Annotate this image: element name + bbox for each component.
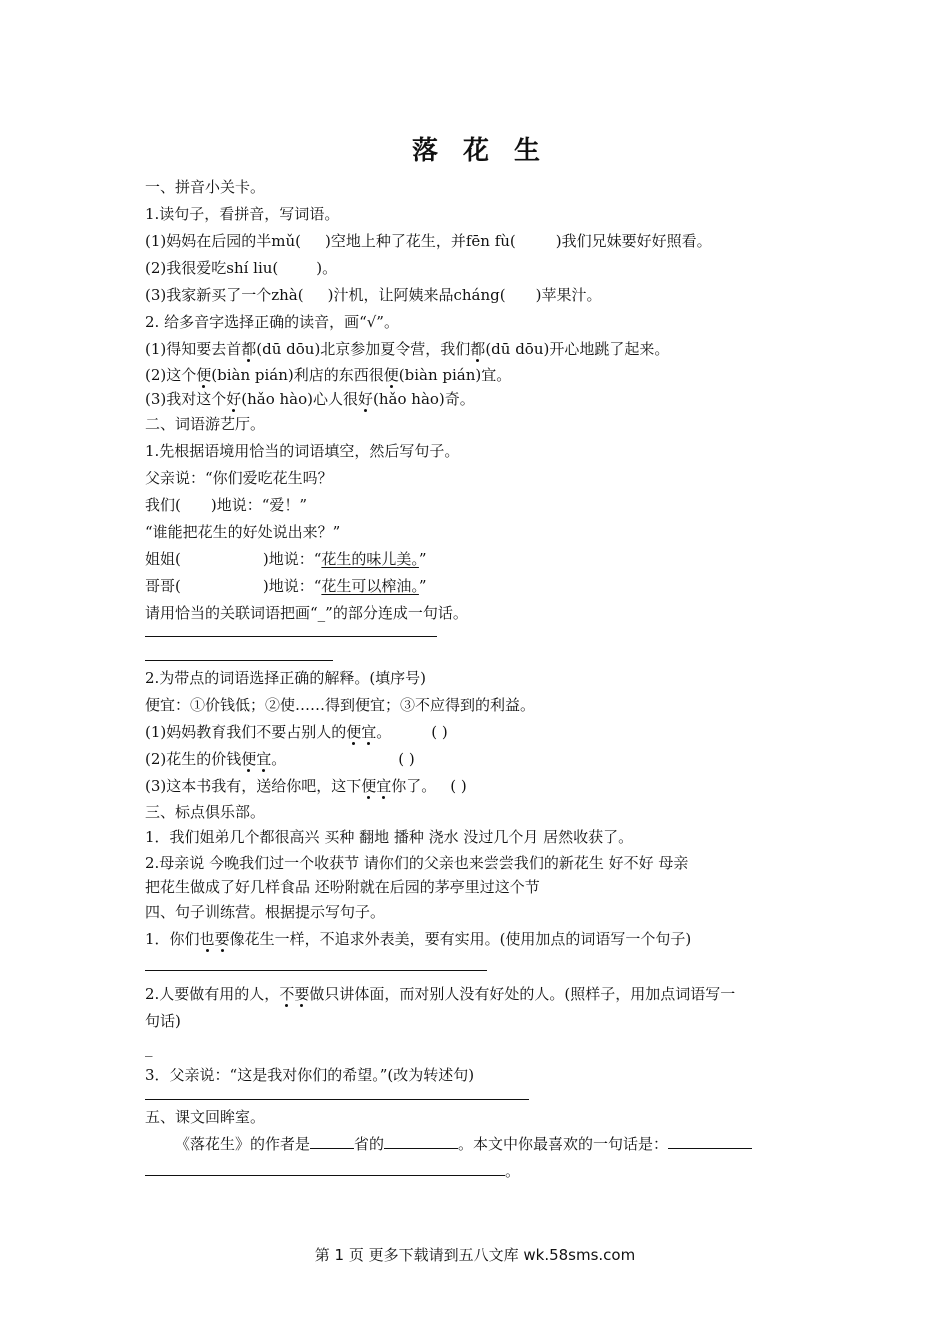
definition-line: 便宜：①价钱低；②使……得到便宜；③不应得到的利益。	[145, 696, 536, 714]
question-1-2: 2. 给多音字选择正确的读音，画“√”。	[145, 313, 399, 331]
text: )我们兄妹要好好照看。	[555, 232, 712, 250]
dotted-char: 要	[214, 930, 230, 948]
pinyin-line-3	[145, 282, 815, 309]
dotted-char: 好	[358, 390, 374, 408]
dialogue-line-2	[145, 492, 815, 519]
dialogue-line-1: 父亲说：“你们爱吃花生吗？	[145, 469, 333, 487]
text: (biàn pián)宜。	[398, 366, 512, 384]
punctuation-line-3: 把花生做成了好几样食品 还吩附就在后园的茅亭里过这个节	[145, 878, 540, 896]
text: 请用恰当的关联词语把画“	[145, 604, 318, 622]
text: 。本文中你最喜欢的一句话是：	[458, 1135, 669, 1153]
fill-blank[interactable]	[668, 1134, 752, 1149]
text: 。	[271, 750, 287, 768]
text: (dū dōu)开心地跳了起来。	[485, 340, 670, 358]
section-2-heading: 二、词语游艺厅。	[145, 415, 266, 433]
section-3-heading: 三、标点俱乐部。	[145, 803, 266, 821]
text: 做只讲体面，而对别人没有好处的人。(照样子，用加点词语写一	[309, 985, 736, 1003]
text: )地说：“	[262, 577, 322, 595]
text: (2)这个	[145, 366, 197, 384]
answer-bracket[interactable]: ( )	[450, 777, 467, 795]
page-footer: 第 1 页 更多下载请到五八文库 wk.58sms.com	[314, 1246, 636, 1264]
underlined-text: 花生可以榨油。	[321, 577, 419, 595]
text: )地说：“	[262, 550, 322, 568]
text: 哥哥(	[145, 577, 181, 595]
worksheet	[145, 130, 815, 1185]
text: (2)我很爱吃shí liu(	[145, 259, 279, 277]
text: 我们(	[145, 496, 181, 514]
dialogue-line-4	[145, 546, 815, 573]
recall-line-1	[145, 1131, 815, 1158]
text: 像花生一样，不追求外表美，要有实用。(使用加点的词语写一个句子)	[229, 930, 692, 948]
text: )汁机，让阿姨来品cháng(	[327, 286, 506, 304]
text: (1)妈妈教育我们不要占别人的	[145, 723, 347, 741]
dotted-char: 宜	[256, 750, 272, 768]
text: 1．你们	[145, 930, 200, 948]
punctuation-line-1: 1．我们姐弟几个都很高兴 买种 翻地 播种 浇水 没过几个月 居然收获了。	[145, 828, 634, 846]
underlined-text: 花生的味儿美。	[321, 550, 419, 568]
recall-line-2	[145, 1158, 815, 1185]
answer-bracket[interactable]: ( )	[431, 723, 448, 741]
dotted-char: 也	[199, 930, 215, 948]
polyphone-line-2	[145, 363, 815, 387]
text: ”	[418, 577, 427, 595]
dotted-char: 要	[294, 985, 310, 1003]
explain-line-2	[145, 746, 815, 773]
dotted-char: 便	[241, 750, 257, 768]
dotted-char: 好	[226, 390, 242, 408]
sentence-task-2-cont: 句话)	[145, 1012, 181, 1030]
polyphone-line-1	[145, 336, 815, 363]
sentence-task-1	[145, 926, 815, 953]
dialogue-line-6	[145, 600, 815, 627]
text: 《落花生》的作者是	[175, 1135, 311, 1153]
text: (hǎo hào)奇。	[373, 390, 475, 408]
dotted-char: 便	[383, 366, 399, 384]
text: 。	[505, 1162, 521, 1180]
fill-blank[interactable]	[384, 1134, 458, 1149]
text: ”的部分连成一句话。	[325, 604, 468, 622]
pinyin-line-1	[145, 228, 815, 255]
text: )地说：“爱！”	[210, 496, 308, 514]
text: (1)得知要去首	[145, 340, 242, 358]
question-2-1: 1.先根据语境用恰当的词语填空，然后写句子。	[145, 442, 460, 460]
sentence-task-3: 3．父亲说：“这是我对你们的希望。”(改为转述句)	[145, 1066, 475, 1084]
sentence-task-2	[145, 981, 815, 1008]
dotted-char: 都	[241, 340, 257, 358]
section-1-heading: 一、拼音小关卡。	[145, 178, 266, 196]
dialogue-line-5	[145, 573, 815, 600]
text: )苹果汁。	[535, 286, 602, 304]
text: (3)这本书我有，送给你吧，这下	[145, 777, 362, 795]
text: )空地上种了花生，并fēn fù(	[325, 232, 516, 250]
dotted-char: 便	[196, 366, 212, 384]
question-2-2: 2.为带点的词语选择正确的解释。(填序号)	[145, 669, 427, 687]
polyphone-line-3	[145, 387, 815, 411]
fill-blank[interactable]	[310, 1134, 354, 1149]
dotted-char: 不	[279, 985, 295, 1003]
text: )。	[316, 259, 338, 277]
text: (dū dōu)北京参加夏令营，我们	[256, 340, 471, 358]
dotted-char: 宜	[376, 777, 392, 795]
dialogue-line-3: “谁能把花生的好处说出来？”	[145, 523, 341, 541]
explain-line-3	[145, 773, 815, 800]
text: 姐姐(	[145, 550, 181, 568]
section-4-heading: 四、句子训练营。根据提示写句子。	[145, 903, 386, 921]
answer-mark: _	[145, 1039, 153, 1057]
section-5-heading: 五、课文回眸室。	[145, 1108, 266, 1126]
text: (hǎo hào)心人很	[241, 390, 359, 408]
text: ”	[418, 550, 427, 568]
text: 你了。	[391, 777, 437, 795]
dotted-char: 便	[361, 777, 377, 795]
dotted-char: 便	[346, 723, 362, 741]
pinyin-line-2	[145, 255, 815, 282]
text: (3)我对这个	[145, 390, 227, 408]
dotted-char: 宜	[361, 723, 377, 741]
text: _	[317, 604, 326, 622]
page-title: 落 花 生	[411, 136, 549, 166]
explain-line-1	[145, 719, 815, 746]
text: (3)我家新买了一个zhà(	[145, 286, 304, 304]
answer-bracket[interactable]: ( )	[398, 750, 415, 768]
text: 。	[376, 723, 392, 741]
text: (2)花生的价钱	[145, 750, 242, 768]
question-1-1: 1.读句子，看拼音，写词语。	[145, 205, 340, 223]
punctuation-line-2: 2.母亲说 今晚我们过一个收获节 请你们的父亲也来尝尝我们的新花生 好不好 母亲	[145, 854, 689, 872]
text: 省的	[354, 1135, 385, 1153]
fill-blank[interactable]	[145, 1161, 505, 1176]
text: (biàn pián)利店的东西很	[211, 366, 384, 384]
text: (1)妈妈在后园的半mǔ(	[145, 232, 301, 250]
text: 2.人要做有用的人，	[145, 985, 280, 1003]
dotted-char: 都	[470, 340, 486, 358]
